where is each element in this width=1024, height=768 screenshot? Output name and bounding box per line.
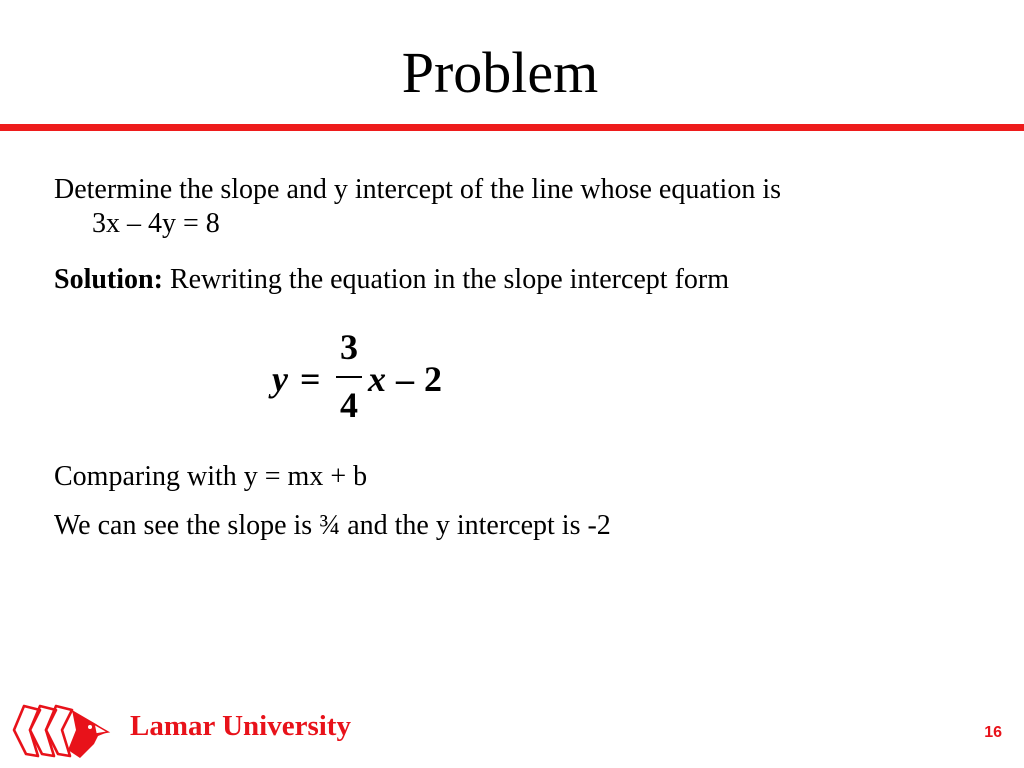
equation-equals: = (300, 359, 321, 399)
solution-text: Rewriting the equation in the slope intercept form (162, 264, 730, 295)
problem-line-1: Determine the slope and y intercept of the line whose equation is (54, 174, 782, 205)
problem-statement (54, 173, 974, 241)
slide-title: Problem (401, 40, 599, 105)
university-name: Lamar University (130, 710, 351, 742)
page-number: 16 (984, 724, 1002, 741)
conclusion-line: We can see the slope is ¾ and the y intercept is -2 (54, 510, 611, 541)
solution-paragraph (54, 263, 729, 297)
solution-label: Solution: (54, 264, 163, 295)
problem-equation: 3x – 4y = 8 (92, 208, 220, 239)
equation-lhs: y (272, 359, 288, 399)
slope-intercept-equation (272, 327, 462, 425)
equation-minus: – (396, 359, 414, 399)
comparing-line: Comparing with y = mx + b (54, 461, 368, 492)
fraction-bar (336, 376, 362, 378)
equation-variable: x (368, 359, 386, 399)
title-divider (0, 124, 1024, 131)
cardinal-logo-icon (10, 700, 114, 764)
equation-constant: 2 (424, 359, 442, 399)
fraction-numerator: 3 (340, 327, 358, 367)
fraction-denominator: 4 (340, 385, 358, 425)
